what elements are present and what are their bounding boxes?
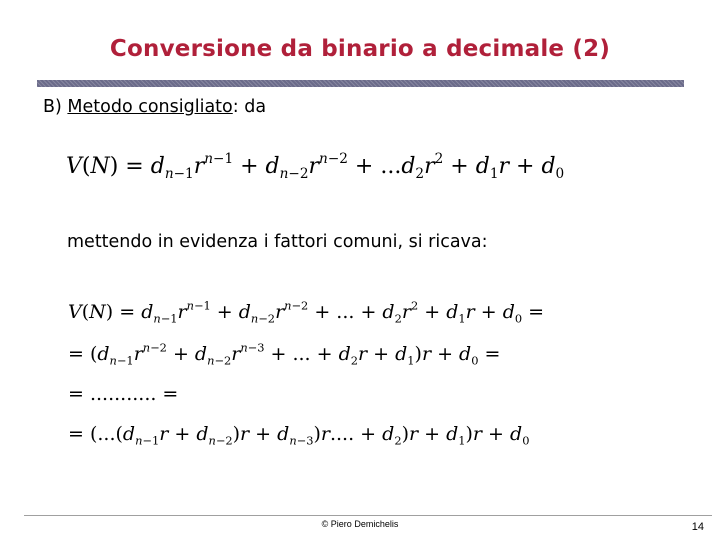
page-number: 14 [691, 521, 704, 533]
title-divider [37, 80, 684, 87]
formula-polynomial: $V(N) = d_{n-1}r^{n-1} + d_{n-2}r^{n-2} + ...d_2r^2 + d_1r + d_0$ [66, 150, 565, 182]
metodo-link-text: Metodo consigliato [67, 97, 233, 117]
footer-divider [24, 515, 712, 516]
slide-title: Conversione da binario a decimale (2) [109, 36, 611, 62]
intro-text [43, 97, 266, 117]
intro-prefix: B) [43, 97, 68, 117]
body-text: mettendo in evidenza i fattori comuni, si ricava: [67, 232, 488, 252]
equation-line-1: $V(N) = d_{n-1}r^{n-1} + d_{n-2}r^{n-2}$ + ... + $d_2r^2 + d_1r + d_0$ = [68, 298, 545, 326]
equation-line-2: = ($d_{n-1}r^{n-2} + d_{n-2}r^{n-3}$ + ... + $d_2r + d_1)r + d_0$ = [68, 340, 501, 368]
equation-line-4: = $(...(d_{n-1}r + d_{n-2})r + d_{n-3})r$.... + $d_2)r + d_1)r + d_0$ [68, 423, 530, 448]
equation-line-3: = ........... = [68, 383, 179, 405]
footer-copyright: © Piero Demichelis [321, 519, 399, 529]
intro-suffix: : da [232, 97, 267, 117]
